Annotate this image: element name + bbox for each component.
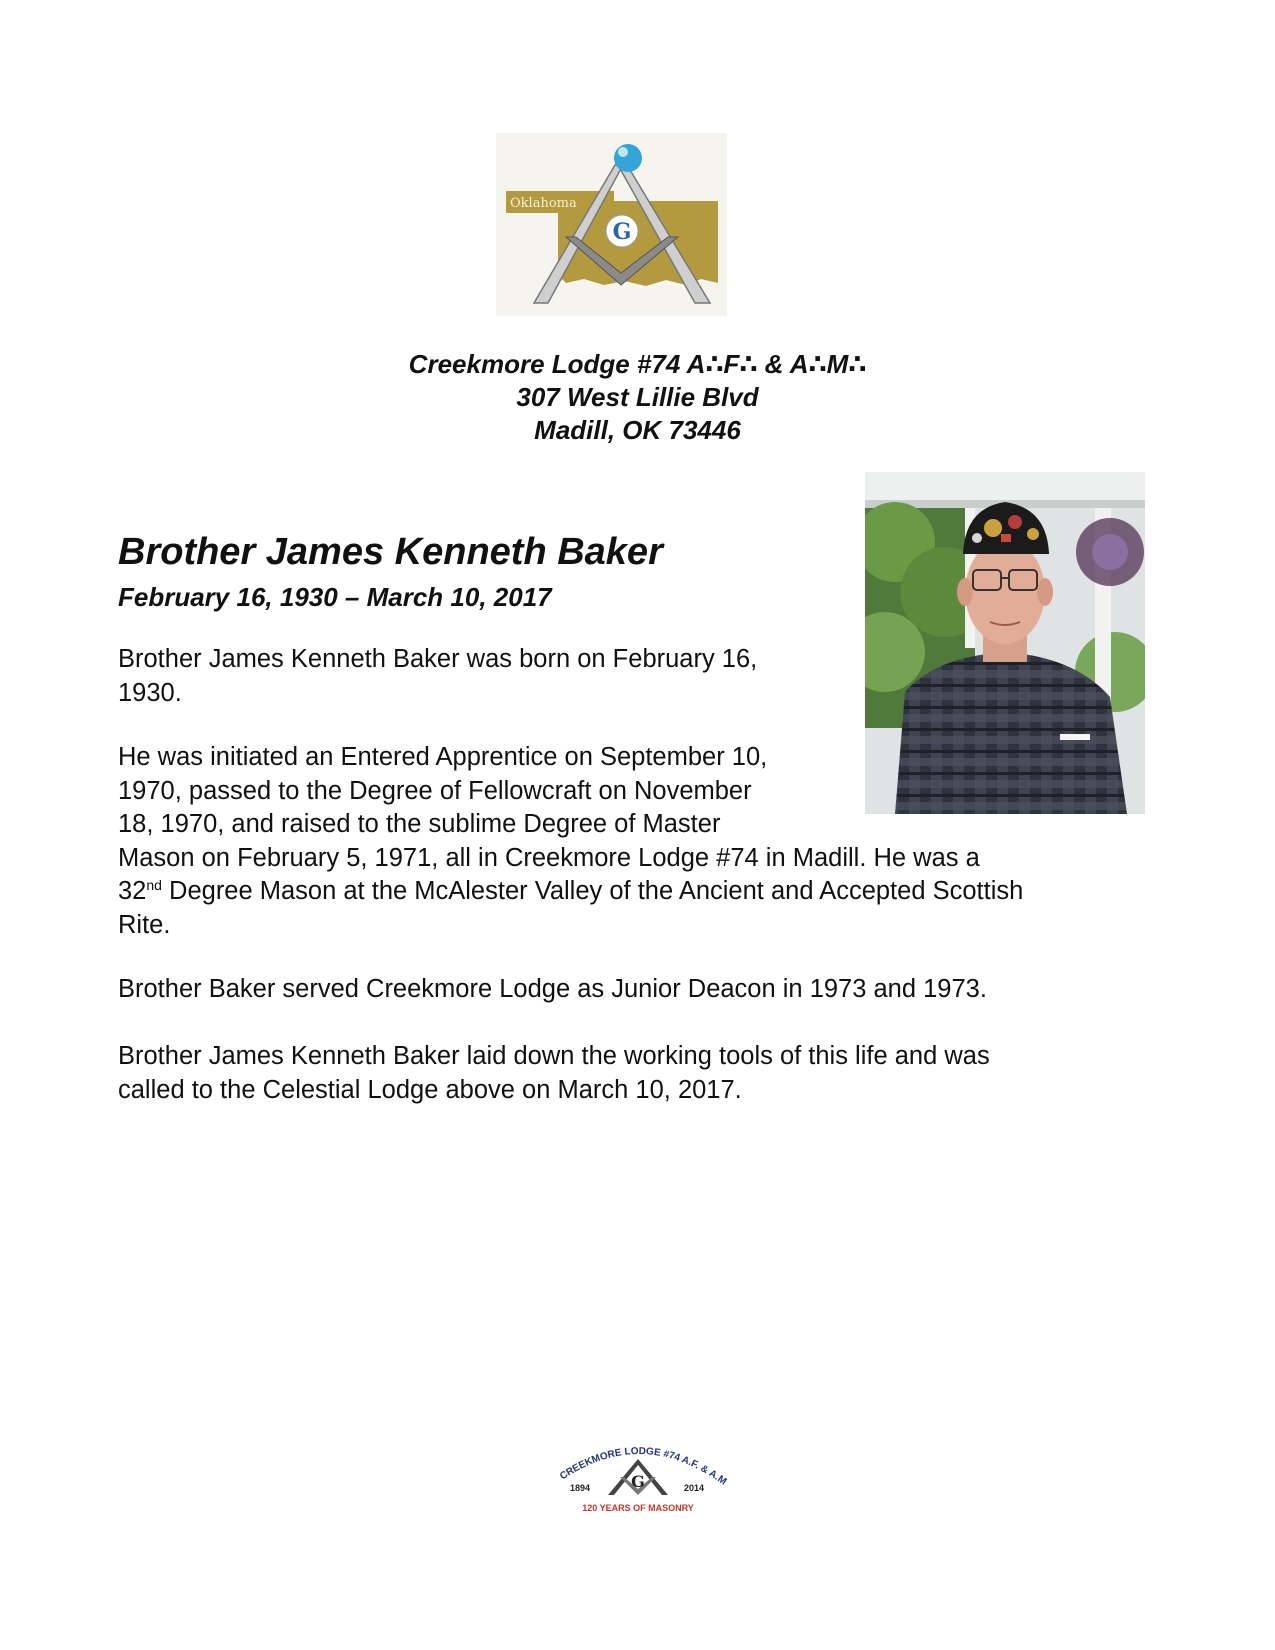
service-line: Brother Baker served Creekmore Lodge as Junior Deacon in 1973 and 1973. [118,975,987,1003]
degrees-paragraph [118,741,1023,942]
seal-year-left: 1894 [570,1483,591,1493]
lodge-name: Creekmore Lodge #74 A∴F∴ & A∴M∴ [408,349,867,379]
degrees-line: He was initiated an Entered Apprentice on September 10, [118,743,768,771]
oklahoma-label: Oklahoma [510,196,577,211]
lodge-city: Madill, OK 73446 [534,415,741,445]
birth-paragraph [118,643,757,710]
degrees-line: Mason on February 5, 1971, all in Creekmore Lodge #74 in Madill. He was a [118,843,980,872]
degree-text: Degree Mason at the McAlester Valley of the Ancient and Accepted Scottish [161,877,1024,905]
degrees-line: 18, 1970, and raised to the sublime Degree of Master [118,810,721,838]
birth-line: 1930. [118,678,182,707]
seal-arc-textpath: CREEKMORE LODGE #74 A.F. & A.M [558,1445,729,1488]
lodge-header [0,348,1275,447]
lodge-anniversary-seal [536,1425,741,1515]
degrees-line: Rite. [118,910,171,939]
closing-line: Brother James Kenneth Baker laid down the working tools of this life and was [118,1042,990,1070]
seal-icon [536,1425,741,1515]
degrees-line: 1970, passed to the Degree of Fellowcraft on November [118,776,752,805]
emblem-letter: G [612,219,632,245]
degrees-line [118,875,1023,909]
seal-year-right: 2014 [684,1483,705,1493]
oklahoma-masonic-logo [496,133,727,316]
service-paragraph [118,973,987,1007]
closing-line: called to the Celestial Lodge above on March 10, 2017. [118,1075,742,1104]
obituary-name: Brother James Kenneth Baker [118,531,663,573]
seal-tagline: 120 YEARS OF MASONRY [582,1503,694,1513]
square-and-compass-icon [496,133,727,316]
lodge-street: 307 West Lillie Blvd [516,382,759,412]
birth-line: Brother James Kenneth Baker was born on February 16, [118,645,758,673]
degree-number: 32 [118,877,147,905]
degree-ordinal: nd [146,877,162,893]
seal-letter: G [631,1472,645,1491]
life-dates: February 16, 1930 – March 10, 2017 [118,582,552,612]
closing-paragraph [118,1040,990,1107]
